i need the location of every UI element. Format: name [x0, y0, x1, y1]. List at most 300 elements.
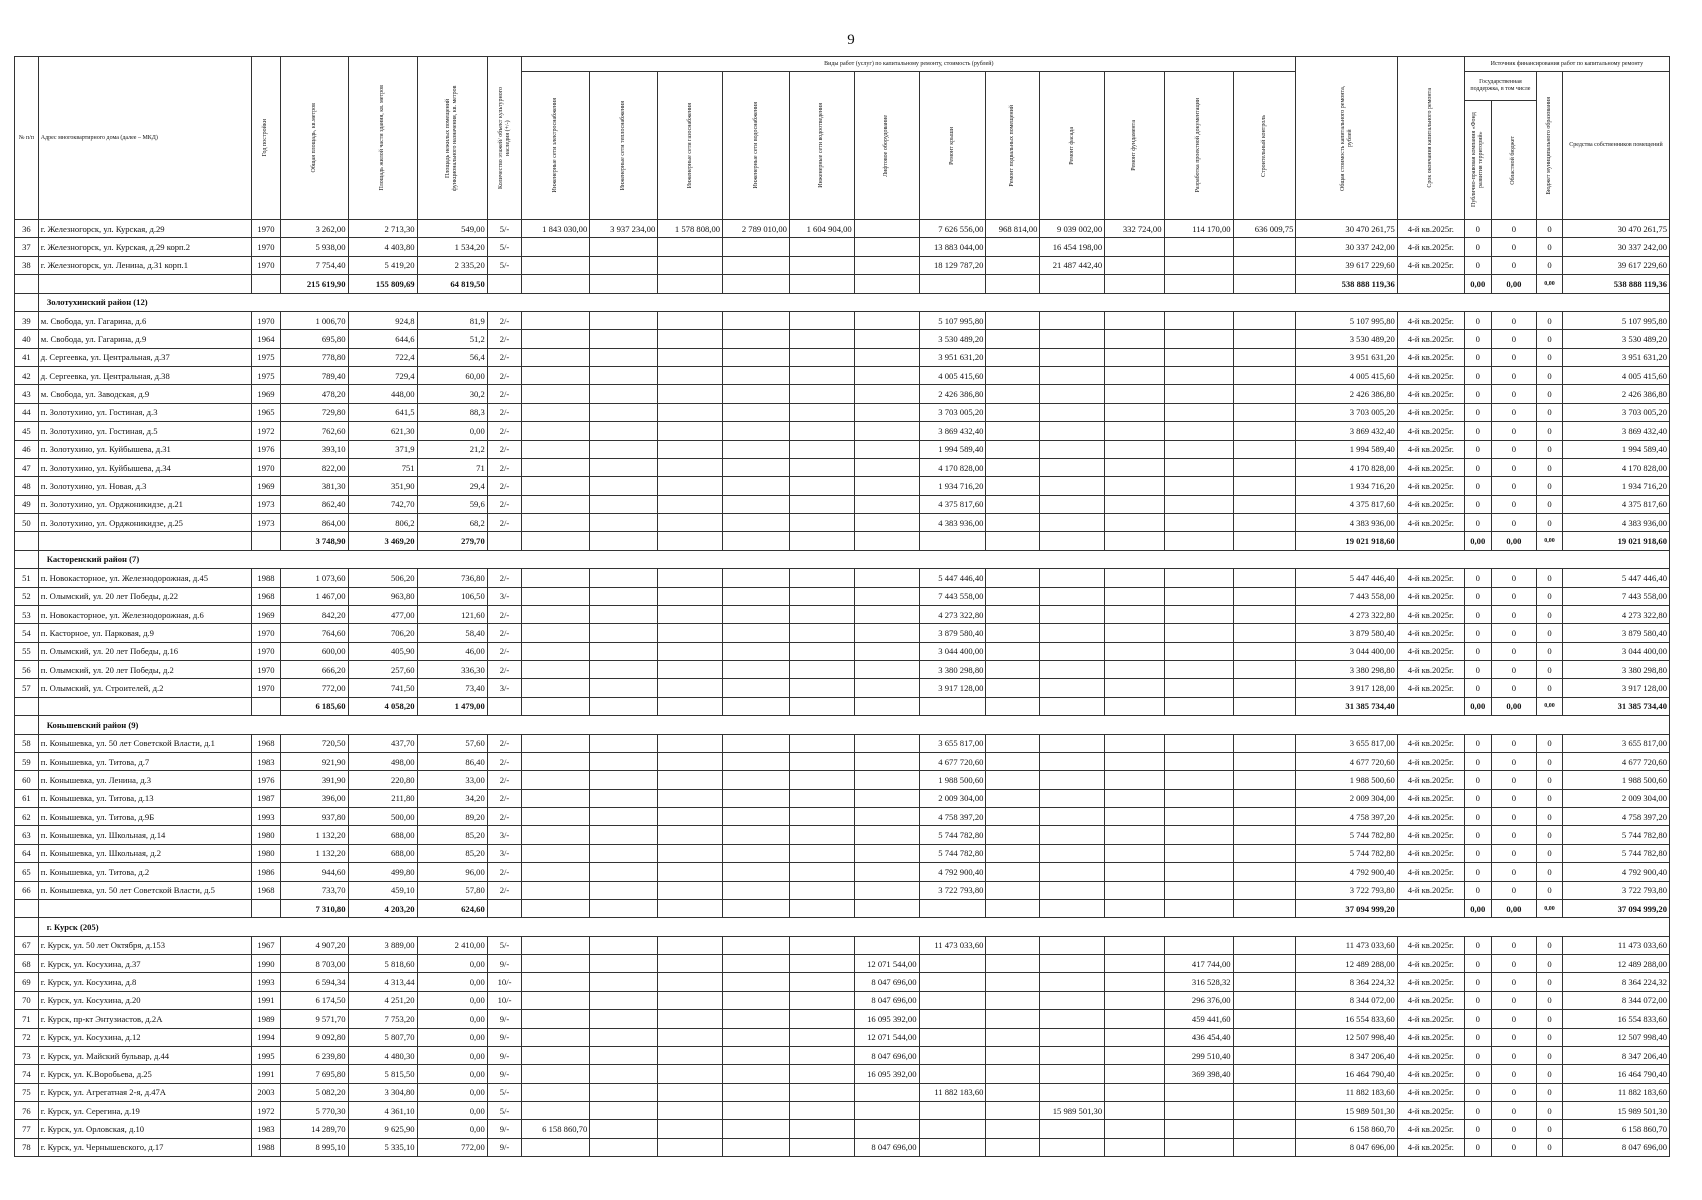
regional-budget-cell: 0: [1491, 808, 1536, 826]
table-row: [15, 403, 1670, 421]
regional-budget-cell: 0: [1491, 881, 1536, 899]
year-cell: 2003: [252, 1083, 280, 1101]
work-cost-cell: [522, 789, 590, 807]
table-row: [15, 1138, 1670, 1156]
total-cost-cell: 4 005 415,60: [1296, 367, 1397, 385]
owners-funds-cell: 3 703 005,20: [1562, 403, 1669, 421]
floors-cell: 9/-: [487, 1138, 522, 1156]
regional-budget-cell: 0: [1491, 1046, 1536, 1064]
deadline-cell: 4-й кв.2025г.: [1397, 605, 1464, 623]
work-cost-cell: [1040, 477, 1105, 495]
total-area-cell: 14 289,70: [280, 1120, 348, 1138]
table-cell: [1105, 899, 1164, 917]
row-number: 62: [15, 808, 39, 826]
fund-cell: 0: [1464, 569, 1491, 587]
owners-funds-cell: 3 655 817,00: [1562, 734, 1669, 752]
year-cell: 1972: [252, 422, 280, 440]
living-area-cell: 477,00: [348, 605, 417, 623]
table-cell: [590, 899, 658, 917]
work-cost-cell: [789, 1028, 854, 1046]
work-cost-cell: [1233, 367, 1296, 385]
row-number: 74: [15, 1065, 39, 1083]
municipal-budget-cell: 0: [1537, 624, 1563, 642]
living-area-cell: 459,10: [348, 881, 417, 899]
floors-cell: 2/-: [487, 734, 522, 752]
table-cell: [723, 275, 790, 293]
municipal-budget-cell: 0: [1537, 789, 1563, 807]
table-cell: [723, 899, 790, 917]
deadline-cell: 4-й кв.2025г.: [1397, 422, 1464, 440]
table-cell: [723, 532, 790, 550]
living-area-cell: 211,80: [348, 789, 417, 807]
header-state-support: Государственная поддержка, в том числе: [1464, 72, 1536, 101]
work-cost-cell: [789, 1046, 854, 1064]
work-cost-cell: 5 107 995,80: [919, 311, 986, 329]
work-cost-cell: [522, 1046, 590, 1064]
total-area-cell: 822,00: [280, 458, 348, 476]
work-cost-cell: [590, 256, 658, 274]
address-cell: г. Курск, пр-кт Энтузиастов, д.2А: [38, 1010, 252, 1028]
living-area-cell: 220,80: [348, 771, 417, 789]
subtotal-nonres: 624,60: [417, 899, 487, 917]
year-cell: 1970: [252, 220, 280, 238]
nonres-area-cell: 85,20: [417, 826, 487, 844]
fund-cell: 0: [1464, 1138, 1491, 1156]
subtotal-regional: 0,00: [1491, 697, 1536, 715]
fund-cell: 0: [1464, 330, 1491, 348]
table-cell: [919, 697, 986, 715]
fund-cell: 0: [1464, 605, 1491, 623]
table-row: [15, 605, 1670, 623]
year-cell: 1975: [252, 367, 280, 385]
work-cost-cell: [789, 477, 854, 495]
table-cell: [590, 275, 658, 293]
work-cost-cell: [854, 458, 919, 476]
owners-funds-cell: 4 792 900,40: [1562, 863, 1669, 881]
municipal-budget-cell: 0: [1537, 863, 1563, 881]
living-area-cell: 4 313,44: [348, 973, 417, 991]
work-cost-cell: 3 044 400,00: [919, 642, 986, 660]
total-area-cell: 396,00: [280, 789, 348, 807]
work-cost-cell: [658, 367, 723, 385]
header-nonres-area: Площадь нежилых помещений функционального назначения, кв. метров: [417, 57, 487, 220]
row-number: 38: [15, 256, 39, 274]
living-area-cell: 729,4: [348, 367, 417, 385]
work-cost-cell: [1233, 844, 1296, 862]
year-cell: 1972: [252, 1102, 280, 1120]
work-cost-cell: [723, 1083, 790, 1101]
work-cost-cell: [522, 679, 590, 697]
table-cell: [252, 697, 280, 715]
work-cost-cell: [854, 808, 919, 826]
work-cost-cell: [789, 587, 854, 605]
living-area-cell: 500,00: [348, 808, 417, 826]
municipal-budget-cell: 0: [1537, 220, 1563, 238]
fund-cell: 0: [1464, 624, 1491, 642]
work-cost-cell: [1105, 495, 1164, 513]
work-cost-cell: [986, 1083, 1040, 1101]
table-cell: [854, 275, 919, 293]
living-area-cell: 506,20: [348, 569, 417, 587]
fund-cell: 0: [1464, 808, 1491, 826]
work-cost-cell: [789, 973, 854, 991]
year-cell: 1986: [252, 863, 280, 881]
subtotal-owners: 19 021 918,60: [1562, 532, 1669, 550]
work-cost-cell: 436 454,40: [1164, 1028, 1233, 1046]
deadline-cell: 4-й кв.2025г.: [1397, 256, 1464, 274]
nonres-area-cell: 2 410,00: [417, 936, 487, 954]
address-cell: п. Конышевка, ул. Титова, д.9Б: [38, 808, 252, 826]
row-number: 64: [15, 844, 39, 862]
work-cost-cell: 4 375 817,60: [919, 495, 986, 513]
work-cost-cell: [522, 440, 590, 458]
owners-funds-cell: 3 879 580,40: [1562, 624, 1669, 642]
living-area-cell: 924,8: [348, 311, 417, 329]
work-cost-cell: [1040, 1083, 1105, 1101]
year-cell: 1991: [252, 991, 280, 1009]
work-cost-cell: [522, 569, 590, 587]
work-cost-cell: [723, 1102, 790, 1120]
work-cost-cell: [590, 734, 658, 752]
table-row: [15, 587, 1670, 605]
row-number: 63: [15, 826, 39, 844]
work-cost-cell: [1164, 661, 1233, 679]
owners-funds-cell: 4 273 322,80: [1562, 605, 1669, 623]
work-cost-cell: [522, 973, 590, 991]
municipal-budget-cell: 0: [1537, 752, 1563, 770]
work-cost-cell: [522, 734, 590, 752]
floors-cell: 2/-: [487, 458, 522, 476]
deadline-cell: 4-й кв.2025г.: [1397, 789, 1464, 807]
work-cost-cell: [1164, 936, 1233, 954]
address-cell: п. Золотухино, ул. Орджоникидзе, д.21: [38, 495, 252, 513]
regional-budget-cell: 0: [1491, 679, 1536, 697]
work-cost-cell: [1040, 734, 1105, 752]
fund-cell: 0: [1464, 256, 1491, 274]
table-cell: [789, 275, 854, 293]
nonres-area-cell: 68,2: [417, 514, 487, 532]
owners-funds-cell: 4 005 415,60: [1562, 367, 1669, 385]
work-cost-cell: [658, 734, 723, 752]
living-area-cell: 498,00: [348, 752, 417, 770]
header-work-design: Разработка проектной документации: [1164, 72, 1233, 220]
work-cost-cell: [723, 403, 790, 421]
table-cell: [590, 532, 658, 550]
work-cost-cell: [723, 385, 790, 403]
work-cost-cell: [1040, 1138, 1105, 1156]
work-cost-cell: [723, 1010, 790, 1028]
floors-cell: 2/-: [487, 789, 522, 807]
address-cell: п. Новокасторное, ул. Железнодорожная, д.45: [38, 569, 252, 587]
fund-cell: 0: [1464, 458, 1491, 476]
work-cost-cell: 3 530 489,20: [919, 330, 986, 348]
work-cost-cell: [723, 458, 790, 476]
work-cost-cell: [1233, 991, 1296, 1009]
living-area-cell: 963,80: [348, 587, 417, 605]
work-cost-cell: [1233, 789, 1296, 807]
subtotal-regional: 0,00: [1491, 532, 1536, 550]
table-row: [15, 1046, 1670, 1064]
header-work-gas: Инженерные сети газоснабжения: [658, 72, 723, 220]
work-cost-cell: [723, 991, 790, 1009]
table-cell: [15, 550, 39, 568]
nonres-area-cell: 81,9: [417, 311, 487, 329]
fund-cell: 0: [1464, 1102, 1491, 1120]
work-cost-cell: [919, 1046, 986, 1064]
address-cell: г. Курск, ул. Агрегатная 2-я, д.47А: [38, 1083, 252, 1101]
table-row: [15, 422, 1670, 440]
work-cost-cell: [723, 881, 790, 899]
total-cost-cell: 16 554 833,60: [1296, 1010, 1397, 1028]
work-cost-cell: [590, 495, 658, 513]
header-work-facade: Ремонт фасада: [1040, 72, 1105, 220]
work-cost-cell: [1040, 403, 1105, 421]
work-cost-cell: [986, 238, 1040, 256]
work-cost-cell: 3 937 234,00: [590, 220, 658, 238]
work-cost-cell: [1233, 771, 1296, 789]
work-cost-cell: [1040, 973, 1105, 991]
work-cost-cell: [986, 385, 1040, 403]
floors-cell: 5/-: [487, 1102, 522, 1120]
table-row: [15, 734, 1670, 752]
work-cost-cell: [1040, 514, 1105, 532]
work-cost-cell: [1040, 991, 1105, 1009]
work-cost-cell: [789, 1102, 854, 1120]
floors-cell: 2/-: [487, 367, 522, 385]
work-cost-cell: [789, 826, 854, 844]
work-cost-cell: [658, 973, 723, 991]
subtotal-fund: 0,00: [1464, 697, 1491, 715]
work-cost-cell: [658, 238, 723, 256]
total-cost-cell: 1 934 716,20: [1296, 477, 1397, 495]
work-cost-cell: [723, 973, 790, 991]
work-cost-cell: 1 578 808,00: [658, 220, 723, 238]
fund-cell: 0: [1464, 514, 1491, 532]
work-cost-cell: [1164, 348, 1233, 366]
work-cost-cell: [590, 1138, 658, 1156]
work-cost-cell: [1040, 495, 1105, 513]
work-cost-cell: 3 879 580,40: [919, 624, 986, 642]
row-number: 73: [15, 1046, 39, 1064]
municipal-budget-cell: 0: [1537, 1065, 1563, 1083]
work-cost-cell: [1233, 238, 1296, 256]
table-row: [15, 569, 1670, 587]
municipal-budget-cell: 0: [1537, 348, 1563, 366]
work-cost-cell: [590, 587, 658, 605]
total-cost-cell: 4 273 322,80: [1296, 605, 1397, 623]
work-cost-cell: [854, 238, 919, 256]
work-cost-cell: [1105, 1138, 1164, 1156]
work-cost-cell: [919, 991, 986, 1009]
work-cost-cell: [658, 1120, 723, 1138]
work-cost-cell: [789, 844, 854, 862]
total-cost-cell: 3 722 793,80: [1296, 881, 1397, 899]
work-cost-cell: [1233, 679, 1296, 697]
floors-cell: 10/-: [487, 973, 522, 991]
table-cell: [38, 532, 252, 550]
address-cell: м. Свобода, ул. Заводская, д.9: [38, 385, 252, 403]
owners-funds-cell: 12 507 998,40: [1562, 1028, 1669, 1046]
subtotal-cost: 538 888 119,36: [1296, 275, 1397, 293]
year-cell: 1993: [252, 808, 280, 826]
total-cost-cell: 5 107 995,80: [1296, 311, 1397, 329]
municipal-budget-cell: 0: [1537, 385, 1563, 403]
work-cost-cell: [522, 385, 590, 403]
nonres-area-cell: 0,00: [417, 1065, 487, 1083]
row-number: 44: [15, 403, 39, 421]
work-cost-cell: [1105, 330, 1164, 348]
work-cost-cell: [1040, 587, 1105, 605]
total-area-cell: 695,80: [280, 330, 348, 348]
living-area-cell: 688,00: [348, 844, 417, 862]
work-cost-cell: [1040, 422, 1105, 440]
work-cost-cell: [658, 587, 723, 605]
subtotal-living: 4 203,20: [348, 899, 417, 917]
table-row: [15, 863, 1670, 881]
year-cell: 1969: [252, 605, 280, 623]
address-cell: п. Золотухино, ул. Орджоникидзе, д.25: [38, 514, 252, 532]
deadline-cell: 4-й кв.2025г.: [1397, 936, 1464, 954]
total-cost-cell: 8 047 696,00: [1296, 1138, 1397, 1156]
work-cost-cell: [1040, 605, 1105, 623]
work-cost-cell: [723, 605, 790, 623]
total-cost-cell: 4 170 828,00: [1296, 458, 1397, 476]
address-cell: п. Олымский, ул. 20 лет Победы, д.2: [38, 661, 252, 679]
header-works-group: Виды работ (услуг) по капитальному ремонту, стоимость (рублей): [522, 57, 1296, 72]
owners-funds-cell: 4 758 397,20: [1562, 808, 1669, 826]
work-cost-cell: [1233, 1065, 1296, 1083]
nonres-area-cell: 772,00: [417, 1138, 487, 1156]
work-cost-cell: [723, 1065, 790, 1083]
work-cost-cell: 16 095 392,00: [854, 1010, 919, 1028]
subtotal-municipal: 0,00: [1537, 697, 1563, 715]
year-cell: 1969: [252, 477, 280, 495]
row-number: 41: [15, 348, 39, 366]
district-header-row: [15, 918, 1670, 936]
living-area-cell: 741,50: [348, 679, 417, 697]
table-cell: [919, 899, 986, 917]
header-work-supervision: Строительный контроль: [1233, 72, 1296, 220]
work-cost-cell: [658, 458, 723, 476]
municipal-budget-cell: 0: [1537, 1010, 1563, 1028]
work-cost-cell: [854, 403, 919, 421]
subtotal-living: 155 809,69: [348, 275, 417, 293]
table-cell: [1233, 899, 1296, 917]
table-cell: [522, 532, 590, 550]
regional-budget-cell: 0: [1491, 1010, 1536, 1028]
address-cell: п. Конышевка, ул. Школьная, д.2: [38, 844, 252, 862]
deadline-cell: 4-й кв.2025г.: [1397, 808, 1464, 826]
total-cost-cell: 7 443 558,00: [1296, 587, 1397, 605]
regional-budget-cell: 0: [1491, 661, 1536, 679]
living-area-cell: 4 480,30: [348, 1046, 417, 1064]
table-row: [15, 440, 1670, 458]
work-cost-cell: [522, 330, 590, 348]
work-cost-cell: [854, 477, 919, 495]
address-cell: г. Курск, ул. Майский бульвар, д.44: [38, 1046, 252, 1064]
floors-cell: 2/-: [487, 403, 522, 421]
municipal-budget-cell: 0: [1537, 311, 1563, 329]
nonres-area-cell: 549,00: [417, 220, 487, 238]
work-cost-cell: [1105, 1083, 1164, 1101]
municipal-budget-cell: 0: [1537, 661, 1563, 679]
header-work-sewer: Инженерные сети водоотведения: [789, 72, 854, 220]
work-cost-cell: [1233, 881, 1296, 899]
work-cost-cell: [658, 1028, 723, 1046]
floors-cell: 2/-: [487, 330, 522, 348]
table-row: [15, 1028, 1670, 1046]
work-cost-cell: [1233, 311, 1296, 329]
work-cost-cell: [854, 863, 919, 881]
work-cost-cell: [854, 642, 919, 660]
work-cost-cell: [854, 220, 919, 238]
nonres-area-cell: 1 534,20: [417, 238, 487, 256]
work-cost-cell: [723, 661, 790, 679]
total-cost-cell: 15 989 501,30: [1296, 1102, 1397, 1120]
address-cell: п. Золотухино, ул. Куйбышева, д.31: [38, 440, 252, 458]
year-cell: 1994: [252, 1028, 280, 1046]
work-cost-cell: [522, 1010, 590, 1028]
work-cost-cell: [1164, 605, 1233, 623]
work-cost-cell: [1233, 1010, 1296, 1028]
year-cell: 1970: [252, 238, 280, 256]
living-area-cell: 742,70: [348, 495, 417, 513]
work-cost-cell: [723, 440, 790, 458]
work-cost-cell: 8 047 696,00: [854, 1046, 919, 1064]
subtotal-nonres: 279,70: [417, 532, 487, 550]
work-cost-cell: [1105, 936, 1164, 954]
work-cost-cell: [1164, 1102, 1233, 1120]
work-cost-cell: [1164, 385, 1233, 403]
work-cost-cell: [723, 789, 790, 807]
work-cost-cell: [1040, 642, 1105, 660]
table-cell: [986, 899, 1040, 917]
address-cell: м. Свобода, ул. Гагарина, д.6: [38, 311, 252, 329]
work-cost-cell: [1105, 789, 1164, 807]
header-no: № п/п: [15, 57, 39, 220]
work-cost-cell: 332 724,00: [1105, 220, 1164, 238]
year-cell: 1970: [252, 256, 280, 274]
work-cost-cell: [854, 367, 919, 385]
owners-funds-cell: 11 882 183,60: [1562, 1083, 1669, 1101]
municipal-budget-cell: 0: [1537, 422, 1563, 440]
municipal-budget-cell: 0: [1537, 367, 1563, 385]
fund-cell: 0: [1464, 477, 1491, 495]
total-area-cell: 5 082,20: [280, 1083, 348, 1101]
work-cost-cell: 316 528,32: [1164, 973, 1233, 991]
work-cost-cell: [854, 587, 919, 605]
table-cell: [1397, 697, 1464, 715]
address-cell: п. Золотухино, ул. Куйбышева, д.34: [38, 458, 252, 476]
work-cost-cell: [522, 624, 590, 642]
deadline-cell: 4-й кв.2025г.: [1397, 238, 1464, 256]
owners-funds-cell: 12 489 288,00: [1562, 955, 1669, 973]
work-cost-cell: [1233, 385, 1296, 403]
year-cell: 1990: [252, 955, 280, 973]
owners-funds-cell: 3 044 400,00: [1562, 642, 1669, 660]
work-cost-cell: [723, 642, 790, 660]
table-cell: [487, 275, 522, 293]
nonres-area-cell: 73,40: [417, 679, 487, 697]
work-cost-cell: [1164, 587, 1233, 605]
work-cost-cell: [1040, 844, 1105, 862]
table-cell: [1105, 275, 1164, 293]
work-cost-cell: [854, 624, 919, 642]
work-cost-cell: [522, 403, 590, 421]
work-cost-cell: [1105, 991, 1164, 1009]
floors-cell: 2/-: [487, 495, 522, 513]
work-cost-cell: [723, 569, 790, 587]
